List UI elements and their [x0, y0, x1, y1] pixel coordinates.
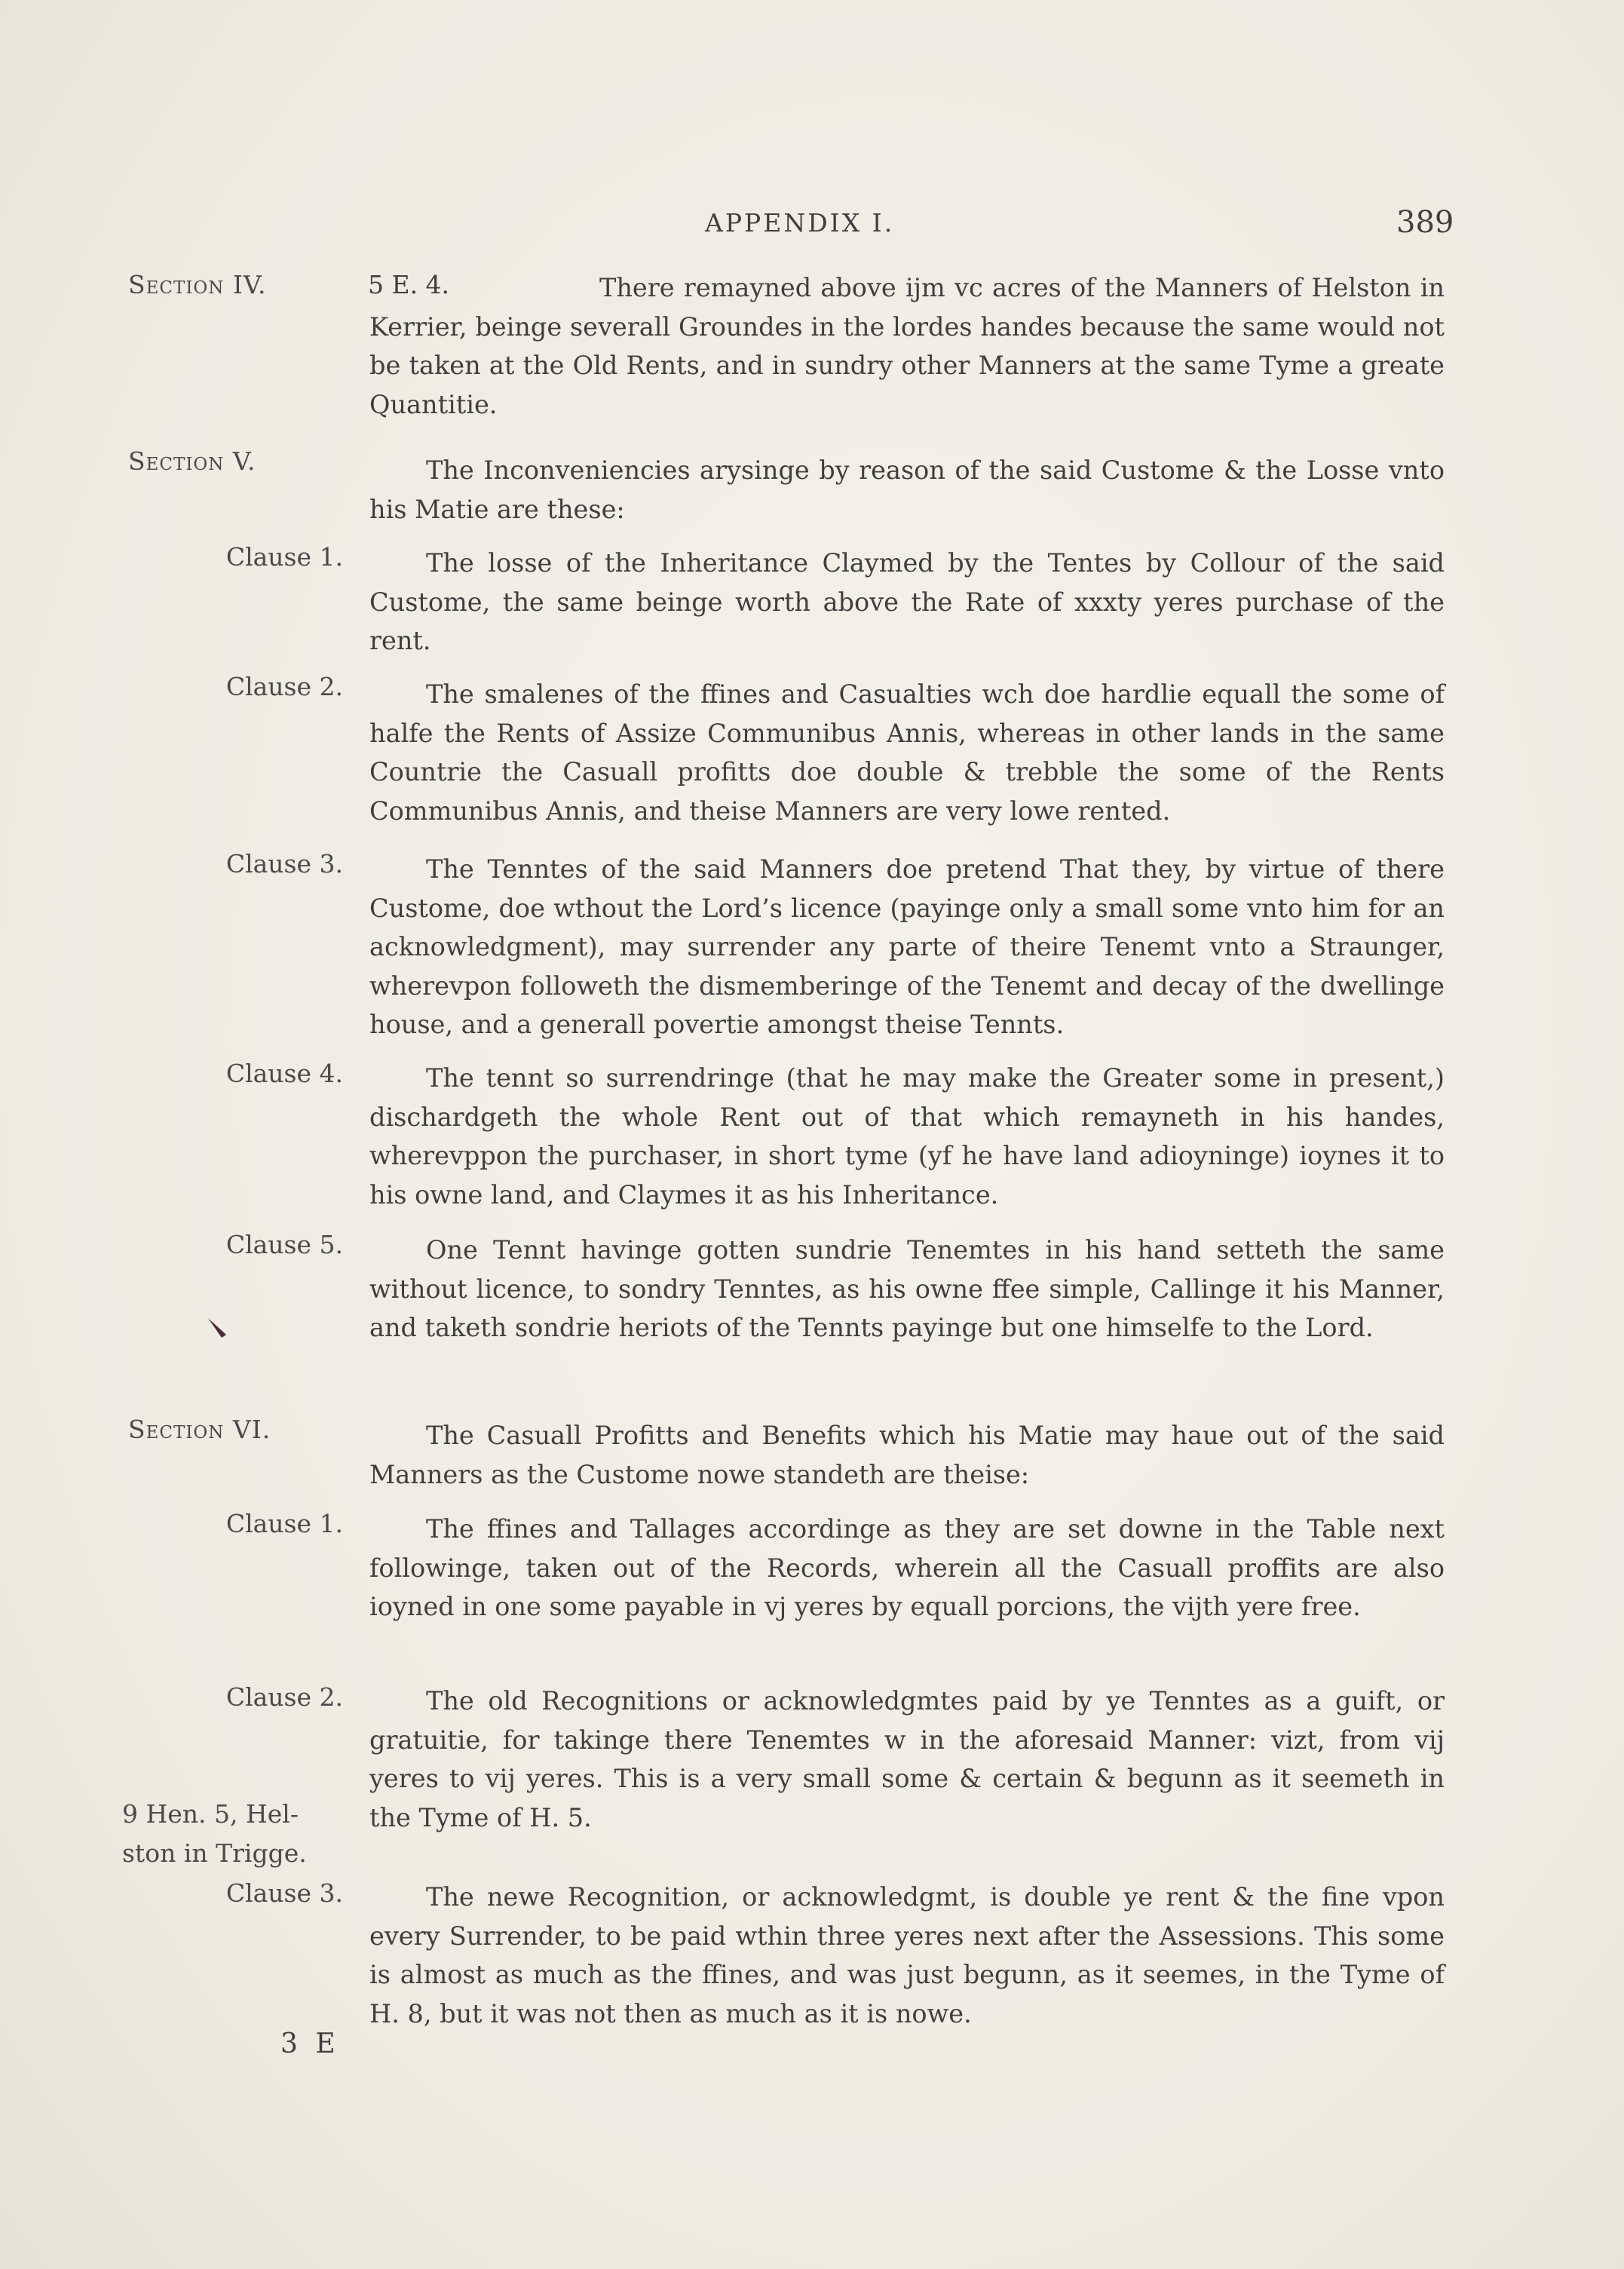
section-v-clause-4-text: The tennt so surrendringe (that he may make the Greater some in present,) dischardgeth the whole Rent out of that which remayneth in his handes, wherevppon the purchaser, in short tyme (yf he have land adioyninge) ioynes it to his owne land, and Claymes it as his Inheritance. — [369, 1063, 1445, 1210]
section-v-text: The Inconveniencies arysinge by reason of the said Custome & the Losse vnto his Matie are these: — [369, 455, 1445, 524]
section-vi-clause-3-label: Clause 3. — [225, 1878, 343, 1908]
section-v-clause-2-text: The smalenes of the ffines and Casualties wch doe hardlie equall the some of halfe the Rents of Assize Communibus Annis, whereas in other lands in the same Countrie the Casuall profitts doe double & trebble the some of the Rents Communibus Annis, and theise Manners are very lowe rented. — [369, 679, 1445, 826]
running-header: APPENDIX I. — [705, 208, 895, 238]
section-v-clause-2-label: Clause 2. — [225, 672, 343, 701]
signature-mark: 3 E — [280, 2028, 340, 2059]
pencil-mark — [204, 1312, 234, 1342]
section-iv-text: There remayned above ijm vc acres of the Manners of Helston in Kerrier, beinge severall Groundes in the lordes handes because the same would not be taken at the Old Rents, and in sundry other Manners at the same Tyme a greate Quantitie. — [369, 273, 1445, 419]
section-vi-clause-1-text: The ffines and Tallages accordinge as they are set downe in the Table next followinge, taken out of the Records, wherein all the Casuall proffits are also ioyned in one some payable in vj yeres by equall porcions, the vijth yere free. — [369, 1514, 1445, 1621]
section-iv-reference: 5 E. 4. — [368, 270, 450, 299]
section-v-clause-3-label: Clause 3. — [225, 849, 343, 878]
section-vi-text: The Casuall Profitts and Benefits which his Matie may haue out of the said Manners as the Custome nowe standeth are theise: — [369, 1421, 1445, 1489]
page-number: 389 — [1396, 205, 1454, 240]
section-vi-clause-1-label: Clause 1. — [225, 1509, 343, 1538]
section-v-label: Section V. — [128, 446, 256, 476]
section-vi-clause-3-text: The newe Recognition, or acknowledgmt, is double ye rent & the fine vpon every Surrender, to be paid wthin three yeres next after the Assessions. This some is almost as much as the ffines, and was just begunn, as it seemes, in the Tyme of H. 8, but it was not then as much as it is nowe. — [369, 1882, 1445, 2028]
section-vi-clause-2-label: Clause 2. — [225, 1682, 343, 1712]
section-iv-label: Section IV. — [128, 270, 267, 299]
section-v-clause-5-text: One Tennt havinge gotten sundrie Tenemtes in his hand setteth the same without licence, to sondry Tenntes, as his owne ffee simple, Callinge it his Manner, and taketh sondrie heriots of the Tennts payinge but one himselfe to the Lord. — [369, 1235, 1445, 1342]
section-v-clause-3-text: The Tenntes of the said Manners doe pretend That they, by virtue of there Custome, doe wthout the Lord’s licence (payinge only a small some vnto him for an acknowledgment), may surrender any parte of theire Tenemt vnto a Straunger, wherevpon followeth the dismemberinge of the Tenemt and decay of the dwellinge house, and a generall povertie amongst theise Tennts. — [369, 854, 1445, 1039]
section-vi-clause-2-text: The old Recognitions or acknowledgmtes paid by ye Tenntes as a guift, or gratuitie, for takinge there Tenemtes w in the aforesaid Manner: vizt, from vij yeres to vij yeres. This is a very small some & certain & begunn as it seemeth in the Tyme of H. 5. — [369, 1686, 1445, 1832]
section-vi-label: Section VI. — [128, 1415, 271, 1444]
section-v-clause-1-label: Clause 1. — [225, 542, 343, 572]
margin-note: 9 Hen. 5, Hel-ston in Trigge. — [122, 1799, 307, 1868]
section-v-clause-1-text: The losse of the Inheritance Claymed by the Tentes by Collour of the said Custome, the same beinge worth above the Rate of xxxty yeres purchase of the rent. — [369, 548, 1445, 655]
section-v-clause-4-label: Clause 4. — [225, 1059, 343, 1088]
section-v-clause-5-label: Clause 5. — [225, 1230, 343, 1259]
